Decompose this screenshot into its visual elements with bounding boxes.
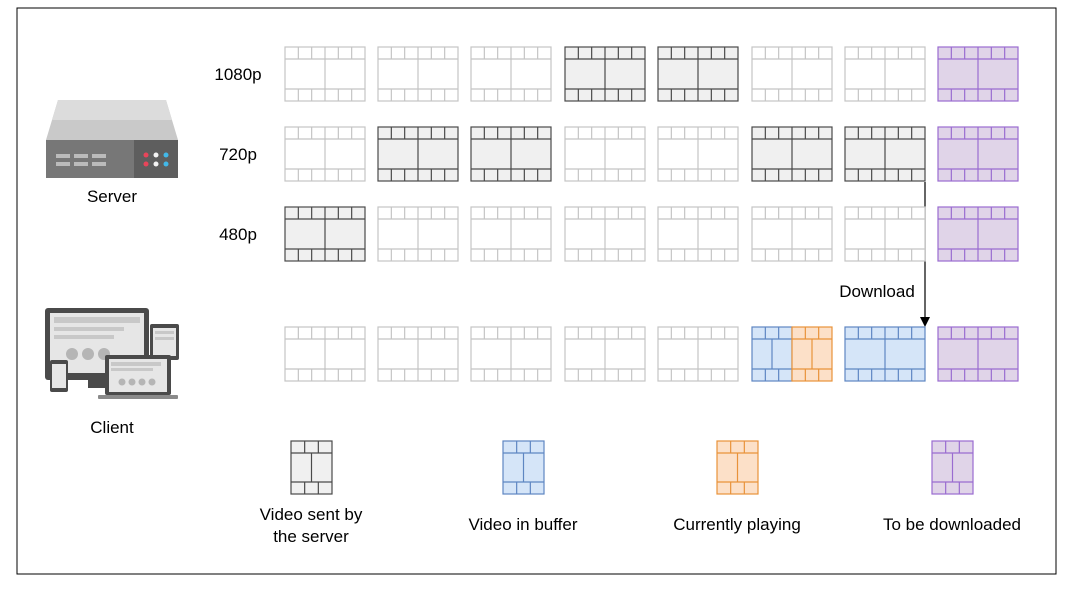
- segment-pending: [938, 127, 1018, 181]
- segment-empty: [565, 127, 645, 181]
- quality-label: 1080p: [214, 65, 262, 84]
- segment-pending: [938, 207, 1018, 261]
- download-label: Download: [839, 282, 915, 301]
- segment-empty: [471, 327, 551, 381]
- segment-sent: [658, 47, 738, 101]
- segment-playing: [792, 327, 832, 381]
- segment-empty: [285, 47, 365, 101]
- segment-sent: [565, 47, 645, 101]
- segment-empty: [658, 327, 738, 381]
- segment-empty: [285, 327, 365, 381]
- client-label: Client: [90, 418, 134, 437]
- server-icon: [46, 100, 178, 178]
- legend-label: To be downloaded: [882, 515, 1022, 534]
- segment-empty: [378, 207, 458, 261]
- segment-buffer: [845, 327, 925, 381]
- legend-label: Video sent by: [259, 505, 363, 524]
- segment-pending: [938, 327, 1018, 381]
- segment-empty: [752, 47, 832, 101]
- quality-label: 480p: [219, 225, 257, 244]
- legend-swatch-pending: [932, 441, 973, 494]
- segment-sent: [845, 127, 925, 181]
- segment-empty: [378, 47, 458, 101]
- segment-buffer: [752, 327, 792, 381]
- segment-empty: [658, 207, 738, 261]
- legend-label: Currently playing: [673, 515, 801, 534]
- segment-empty: [845, 47, 925, 101]
- quality-label: 720p: [219, 145, 257, 164]
- segment-empty: [378, 327, 458, 381]
- segment-empty: [471, 207, 551, 261]
- server-label: Server: [86, 187, 138, 206]
- segment-empty: [658, 127, 738, 181]
- legend-swatch-buffer: [503, 441, 544, 494]
- segment-sent: [471, 127, 551, 181]
- segment-empty: [752, 207, 832, 261]
- legend-swatch-sent: [291, 441, 332, 494]
- segment-sent: [752, 127, 832, 181]
- segment-empty: [565, 207, 645, 261]
- segment-empty: [285, 127, 365, 181]
- segment-empty: [565, 327, 645, 381]
- segment-sent: [378, 127, 458, 181]
- segment-empty: [845, 207, 925, 261]
- legend-label: Video in buffer: [468, 515, 578, 534]
- legend-swatch-playing: [717, 441, 758, 494]
- segment-pending: [938, 47, 1018, 101]
- segment-empty: [471, 47, 551, 101]
- legend-label: the server: [273, 527, 349, 546]
- segment-sent: [285, 207, 365, 261]
